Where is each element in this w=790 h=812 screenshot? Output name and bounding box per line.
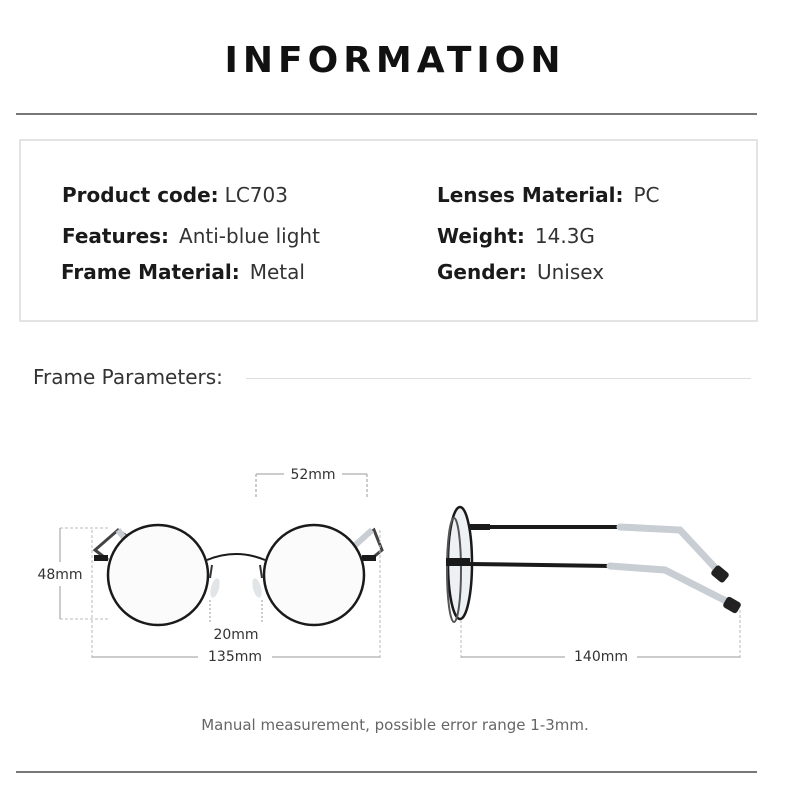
spec-value: Unisex bbox=[536, 260, 605, 284]
spec-value: 14.3G bbox=[534, 224, 595, 248]
spec-label: Features: bbox=[62, 224, 170, 248]
spec-label: Lenses Material: bbox=[437, 183, 624, 207]
bottom-divider bbox=[16, 771, 757, 773]
spec-value: Metal bbox=[249, 260, 305, 284]
temple-length-label: 140mm bbox=[574, 649, 628, 665]
frame-parameters-label: Frame Parameters: bbox=[33, 365, 223, 389]
lens-width-label: 52mm bbox=[290, 467, 336, 483]
lens-height-label: 48mm bbox=[37, 567, 83, 583]
spec-value: Anti-blue light bbox=[179, 224, 320, 248]
frame-width-label: 135mm bbox=[208, 649, 262, 665]
spec-value: PC bbox=[633, 183, 660, 207]
spec-label: Gender: bbox=[437, 260, 527, 284]
page-title: INFORMATION bbox=[224, 40, 566, 81]
spec-value: LC703 bbox=[224, 183, 288, 207]
bridge-width-label: 20mm bbox=[213, 627, 259, 643]
spec-label: Product code: bbox=[62, 183, 219, 207]
measurement-note: Manual measurement, possible error range 1-3mm. bbox=[201, 716, 589, 734]
side-view bbox=[446, 507, 742, 665]
spec-label: Frame Material: bbox=[61, 260, 240, 284]
spec-label: Weight: bbox=[437, 224, 525, 248]
front-view bbox=[37, 467, 382, 665]
